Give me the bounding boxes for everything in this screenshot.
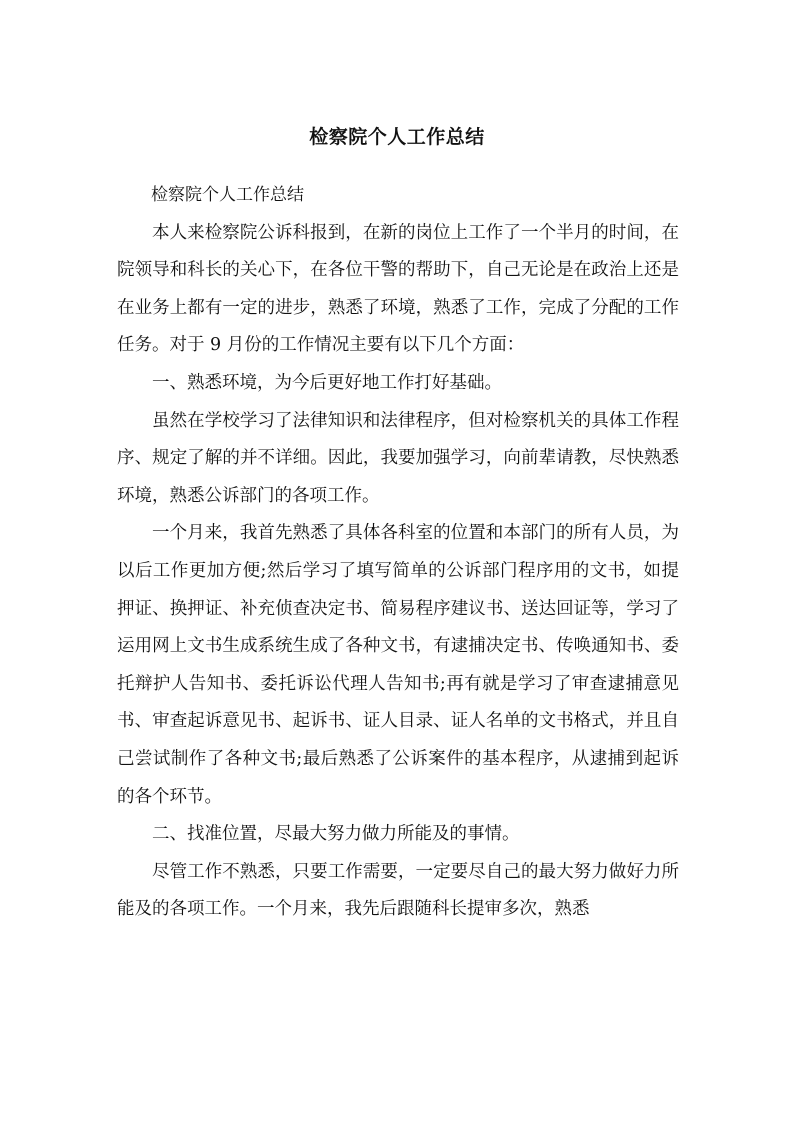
paragraph-month-review: 一个月来，我首先熟悉了具体各科室的位置和本部门的所有人员，为以后工作更加方便;然后学习了填写简单的公诉部门程序用的文书，如提押证、换押证、补充侦查决定书、简易程序建议书、送达回证等，学习了运用网上文书生成系统生成了各种文书，有逮捕决定书、传唤通知书、委托辩护人告知书、委托诉讼代理人告知书;再有就是学习了审查逮捕意见书、审查起诉意见书、起诉书、证人目录、证人名单的文书格式，并且自己尝试制作了各种文书;最后熟悉了公诉案件的基本程序，从逮捕到起诉的各个环节。 <box>117 523 679 807</box>
paragraph-study: 虽然在学校学习了法律知识和法律程序，但对检察机关的具体工作程序、规定了解的并不详细。因此，我要加强学习，向前辈请教，尽快熟悉环境，熟悉公诉部门的各项工作。 <box>117 410 679 506</box>
document-subtitle: 检察院个人工作总结 <box>151 185 304 205</box>
paragraph-effort: 尽管工作不熟悉，只要工作需要，一定要尽自己的最大努力做好力所能及的各项工作。一个月来，我先后跟随科长提审多次，熟悉 <box>117 861 679 920</box>
document-title: 检察院个人工作总结 <box>309 126 485 148</box>
document-body <box>117 177 679 929</box>
section-heading-1: 一、熟悉环境，为今后更好地工作打好基础。 <box>152 372 502 393</box>
paragraph-intro: 本人来检察院公诉科报到，在新的岗位上工作了一个半月的时间，在院领导和科长的关心下，在各位干警的帮助下，自己无论是在政治上还是在业务上都有一定的进步，熟悉了环境，熟悉了工作，完成了分配的工作任务。对于 9 月份的工作情况主要有以下几个方面： <box>117 222 679 356</box>
section-heading-2: 二、找准位置，尽最大努力做力所能及的事情。 <box>152 824 520 845</box>
